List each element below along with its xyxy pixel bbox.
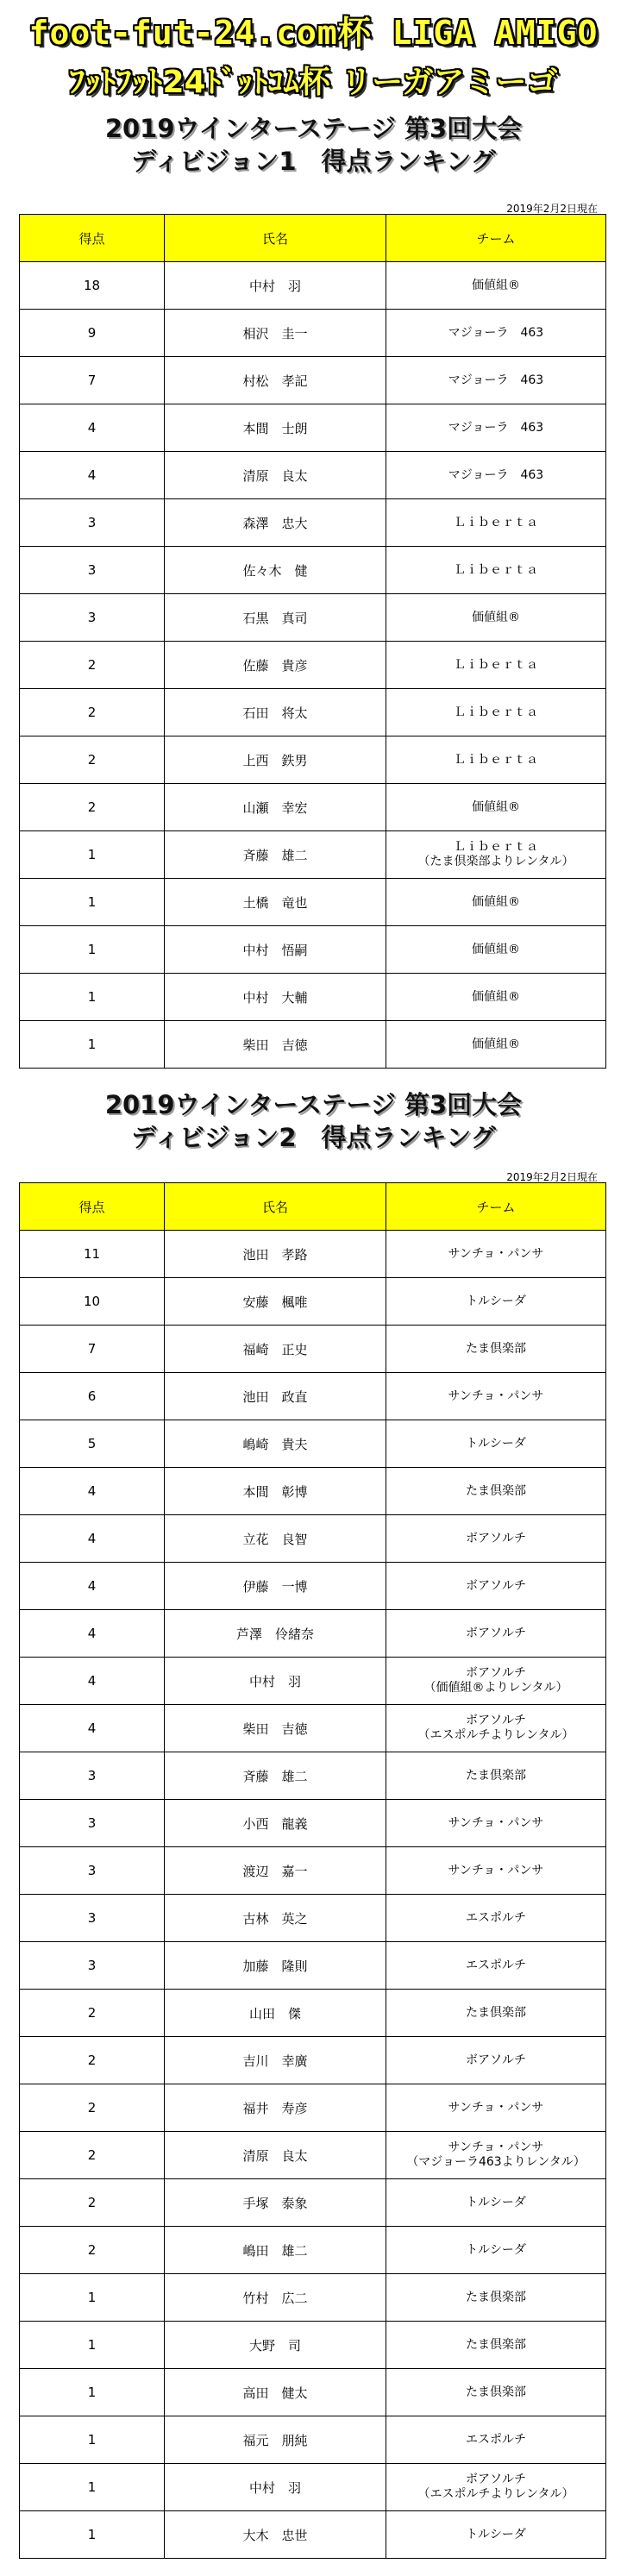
- div1-date: 2019年2月2日現在: [506, 203, 598, 215]
- team-name: マジョーラ 463: [448, 420, 544, 435]
- table-row: [20, 594, 606, 642]
- rental-note: （たま倶楽部よりレンタル）: [417, 855, 574, 868]
- table-header-row: [20, 1183, 606, 1231]
- player-name-cell: 嶋田 雄二: [165, 2227, 386, 2274]
- team-name: ボアソルチ: [466, 1714, 526, 1727]
- player-name-cell: 古林 英之: [165, 1895, 386, 1942]
- team-name: 価値組®: [472, 942, 520, 956]
- team-name: たま倶楽部: [466, 1341, 526, 1356]
- score-cell: 2: [20, 1990, 165, 2037]
- header-team: チーム: [386, 215, 606, 262]
- player-name-cell: 石田 将太: [165, 689, 386, 736]
- team-name: Ｌｉｂｅｒｔａ: [454, 752, 538, 767]
- team-cell: [386, 1420, 606, 1468]
- team-name: たま倶楽部: [466, 2005, 526, 2020]
- player-name-cell: 相沢 圭一: [165, 310, 386, 357]
- player-name-cell: 大野 司: [165, 2322, 386, 2369]
- player-name-cell: 加藤 隆則: [165, 1942, 386, 1990]
- player-name-cell: 中村 大輔: [165, 974, 386, 1021]
- team-name: たま倶楽部: [466, 2337, 526, 2352]
- score-cell: 11: [20, 1231, 165, 1278]
- team-cell: [386, 1752, 606, 1800]
- table-row: [20, 1326, 606, 1373]
- banner-title-english: foot-fut-24.com杯 LIGA AMIGO: [28, 14, 599, 52]
- score-cell: 1: [20, 2416, 165, 2464]
- score-cell: 10: [20, 1278, 165, 1326]
- team-name: Ｌｉｂｅｒｔａ: [454, 562, 538, 577]
- team-cell: [386, 2416, 606, 2464]
- rental-note: （エスポルチよりレンタル）: [417, 1728, 574, 1742]
- team-name: サンチョ・パンサ: [448, 1246, 544, 1261]
- team-name: トルシーダ: [466, 1436, 526, 1451]
- team-name: エスポルチ: [466, 1958, 526, 1972]
- score-cell: 18: [20, 262, 165, 310]
- table-row: [20, 2084, 606, 2132]
- team-cell: [386, 1658, 606, 1705]
- table-row: [20, 2274, 606, 2322]
- header-name: 氏名: [165, 1183, 386, 1231]
- score-cell: 3: [20, 1847, 165, 1895]
- table-row: [20, 547, 606, 594]
- player-name-cell: 清原 良太: [165, 2132, 386, 2179]
- player-name-cell: 安藤 楓唯: [165, 1278, 386, 1326]
- table-row: [20, 1990, 606, 2037]
- team-cell: [386, 1278, 606, 1326]
- score-cell: 4: [20, 1705, 165, 1752]
- team-name: サンチョ・パンサ: [448, 2100, 544, 2115]
- table-row: [20, 2416, 606, 2464]
- player-name-cell: 伊藤 一博: [165, 1563, 386, 1610]
- score-cell: 1: [20, 926, 165, 974]
- score-cell: 4: [20, 404, 165, 452]
- team-cell: [386, 2179, 606, 2227]
- team-cell: [386, 831, 606, 879]
- table-row: [20, 879, 606, 926]
- team-cell: [386, 2322, 606, 2369]
- score-cell: 3: [20, 547, 165, 594]
- team-name: Ｌｉｂｅｒｔａ: [454, 705, 538, 719]
- team-cell: [386, 974, 606, 1021]
- player-name-cell: 手塚 泰象: [165, 2179, 386, 2227]
- div1-ranking-table: [19, 214, 606, 1069]
- player-name-cell: 斉藤 雄二: [165, 1752, 386, 1800]
- player-name-cell: 柴田 吉徳: [165, 1705, 386, 1752]
- player-name-cell: 上西 鉄男: [165, 736, 386, 784]
- team-cell: [386, 1800, 606, 1847]
- team-name: ボアソルチ: [466, 2473, 526, 2486]
- table-row: [20, 1705, 606, 1752]
- team-cell: [386, 310, 606, 357]
- table-row: [20, 2464, 606, 2511]
- team-cell: [386, 879, 606, 926]
- team-cell: [386, 452, 606, 499]
- table-row: [20, 2132, 606, 2179]
- team-name: たま倶楽部: [466, 1768, 526, 1783]
- team-name: 価値組®: [472, 894, 520, 909]
- team-cell: [386, 1515, 606, 1563]
- team-cell: [386, 2274, 606, 2322]
- table-row: [20, 1610, 606, 1658]
- table-row: [20, 310, 606, 357]
- player-name-cell: 福元 朋純: [165, 2416, 386, 2464]
- team-cell: [386, 926, 606, 974]
- player-name-cell: 立花 良智: [165, 1515, 386, 1563]
- score-cell: 4: [20, 1658, 165, 1705]
- score-cell: 1: [20, 2369, 165, 2416]
- player-name-cell: 中村 羽: [165, 2464, 386, 2511]
- banner-title-japanese: ﾌｯﾄﾌｯﾄ24ﾄﾞｯﾄｺﾑ杯 リーガアミーゴ: [69, 65, 558, 100]
- team-cell: [386, 2037, 606, 2084]
- team-name: ボアソルチ: [466, 1666, 526, 1680]
- score-cell: 3: [20, 499, 165, 547]
- team-name: ボアソルチ: [466, 1531, 526, 1545]
- table-row: [20, 2227, 606, 2274]
- player-name-cell: 大木 忠世: [165, 2511, 386, 2559]
- table-header-row: [20, 215, 606, 262]
- team-cell: [386, 784, 606, 831]
- score-cell: 3: [20, 1942, 165, 1990]
- table-row: [20, 974, 606, 1021]
- score-cell: 2: [20, 689, 165, 736]
- player-name-cell: 福崎 正史: [165, 1326, 386, 1373]
- team-cell: [386, 2369, 606, 2416]
- score-cell: 4: [20, 1563, 165, 1610]
- score-cell: 1: [20, 831, 165, 879]
- rental-note: （価値組®よりレンタル）: [423, 1681, 568, 1695]
- score-cell: 3: [20, 1895, 165, 1942]
- div1-title-line1: 2019ウインターステージ 第3回大会: [104, 114, 523, 143]
- score-cell: 1: [20, 2511, 165, 2559]
- table-row: [20, 1373, 606, 1420]
- score-cell: 2: [20, 2227, 165, 2274]
- div1-title-line2: ディビジョン1 得点ランキング: [131, 147, 496, 176]
- score-cell: 1: [20, 2464, 165, 2511]
- team-cell: [386, 262, 606, 310]
- table-row: [20, 1021, 606, 1069]
- team-cell: [386, 689, 606, 736]
- team-cell: [386, 357, 606, 404]
- team-name: ボアソルチ: [466, 2053, 526, 2067]
- score-cell: 3: [20, 1800, 165, 1847]
- table-row: [20, 2179, 606, 2227]
- table-row: [20, 1563, 606, 1610]
- score-cell: 2: [20, 642, 165, 689]
- score-cell: 7: [20, 1326, 165, 1373]
- team-name: 価値組®: [472, 1037, 520, 1051]
- score-cell: 1: [20, 2274, 165, 2322]
- table-row: [20, 736, 606, 784]
- table-row: [20, 689, 606, 736]
- team-name: マジョーラ 463: [448, 373, 544, 387]
- team-name: エスポルチ: [466, 1910, 526, 1925]
- team-name: サンチョ・パンサ: [448, 2140, 544, 2154]
- score-cell: 6: [20, 1373, 165, 1420]
- score-cell: 1: [20, 879, 165, 926]
- player-name-cell: 中村 悟嗣: [165, 926, 386, 974]
- player-name-cell: 本間 彰博: [165, 1468, 386, 1515]
- player-name-cell: 池田 政直: [165, 1373, 386, 1420]
- table-row: [20, 2369, 606, 2416]
- score-cell: 1: [20, 1021, 165, 1069]
- table-row: [20, 926, 606, 974]
- team-cell: [386, 1942, 606, 1990]
- team-name: ボアソルチ: [466, 1578, 526, 1593]
- team-name: エスポルチ: [466, 2432, 526, 2447]
- score-cell: 2: [20, 2132, 165, 2179]
- team-cell: [386, 547, 606, 594]
- table-row: [20, 1468, 606, 1515]
- team-cell: [386, 1231, 606, 1278]
- table-row: [20, 1942, 606, 1990]
- team-name: Ｌｉｂｅｒｔａ: [454, 657, 538, 672]
- div2-ranking-table: [19, 1182, 606, 2559]
- team-cell: [386, 1468, 606, 1515]
- team-cell: [386, 2464, 606, 2511]
- player-name-cell: 小西 龍義: [165, 1800, 386, 1847]
- table-row: [20, 1420, 606, 1468]
- team-cell: [386, 2511, 606, 2559]
- team-name: マジョーラ 463: [448, 325, 544, 340]
- team-cell: [386, 642, 606, 689]
- player-name-cell: 竹村 広二: [165, 2274, 386, 2322]
- team-name: トルシーダ: [466, 2195, 526, 2209]
- table-row: [20, 2037, 606, 2084]
- player-name-cell: 柴田 吉徳: [165, 1021, 386, 1069]
- player-name-cell: 村松 孝記: [165, 357, 386, 404]
- score-cell: 9: [20, 310, 165, 357]
- player-name-cell: 中村 羽: [165, 1658, 386, 1705]
- team-cell: [386, 2227, 606, 2274]
- team-name: たま倶楽部: [466, 2290, 526, 2304]
- table-row: [20, 1895, 606, 1942]
- table-row: [20, 1658, 606, 1705]
- score-cell: 2: [20, 2084, 165, 2132]
- team-name: 価値組®: [472, 799, 520, 814]
- team-cell: [386, 1563, 606, 1610]
- team-name: 価値組®: [472, 278, 520, 292]
- score-cell: 3: [20, 594, 165, 642]
- score-cell: 3: [20, 1752, 165, 1800]
- team-name: ボアソルチ: [466, 1626, 526, 1640]
- team-name: サンチョ・パンサ: [448, 1388, 544, 1403]
- team-cell: [386, 404, 606, 452]
- table-row: [20, 784, 606, 831]
- team-name: サンチョ・パンサ: [448, 1863, 544, 1877]
- team-name: マジョーラ 463: [448, 467, 544, 482]
- team-name: Ｌｉｂｅｒｔａ: [454, 515, 538, 530]
- team-cell: [386, 1373, 606, 1420]
- player-name-cell: 石黒 真司: [165, 594, 386, 642]
- table-row: [20, 1800, 606, 1847]
- table-row: [20, 499, 606, 547]
- team-cell: [386, 1021, 606, 1069]
- team-name: 価値組®: [472, 610, 520, 624]
- table-row: [20, 357, 606, 404]
- player-name-cell: 清原 良太: [165, 452, 386, 499]
- score-cell: 4: [20, 1515, 165, 1563]
- score-cell: 7: [20, 357, 165, 404]
- div2-title-line2: ディビジョン2 得点ランキング: [131, 1123, 496, 1152]
- team-name: サンチョ・パンサ: [448, 1815, 544, 1830]
- player-name-cell: 森澤 忠大: [165, 499, 386, 547]
- header-team: チーム: [386, 1183, 606, 1231]
- player-name-cell: 山瀬 幸宏: [165, 784, 386, 831]
- table-row: [20, 1752, 606, 1800]
- table-row: [20, 262, 606, 310]
- table-row: [20, 831, 606, 879]
- team-cell: [386, 1990, 606, 2037]
- score-cell: 1: [20, 2322, 165, 2369]
- player-name-cell: 土橋 竜也: [165, 879, 386, 926]
- player-name-cell: 芦澤 伶緒奈: [165, 1610, 386, 1658]
- table-row: [20, 1278, 606, 1326]
- score-cell: 4: [20, 1468, 165, 1515]
- team-cell: [386, 1326, 606, 1373]
- team-name: トルシーダ: [466, 1294, 526, 1308]
- team-name: トルシーダ: [466, 2527, 526, 2542]
- player-name-cell: 山田 傑: [165, 1990, 386, 2037]
- table-row: [20, 1515, 606, 1563]
- team-cell: [386, 736, 606, 784]
- player-name-cell: 斉藤 雄二: [165, 831, 386, 879]
- player-name-cell: 嶋崎 貴夫: [165, 1420, 386, 1468]
- team-cell: [386, 594, 606, 642]
- score-cell: 5: [20, 1420, 165, 1468]
- team-name: Ｌｉｂｅｒｔａ: [454, 840, 538, 854]
- div2-date: 2019年2月2日現在: [506, 1171, 598, 1183]
- rental-note: （エスポルチよりレンタル）: [417, 2487, 574, 2501]
- team-name: トルシーダ: [466, 2242, 526, 2257]
- team-name: たま倶楽部: [466, 2385, 526, 2399]
- header-name: 氏名: [165, 215, 386, 262]
- player-name-cell: 吉川 幸廣: [165, 2037, 386, 2084]
- score-cell: 2: [20, 736, 165, 784]
- score-cell: 2: [20, 2179, 165, 2227]
- player-name-cell: 高田 健太: [165, 2369, 386, 2416]
- score-cell: 2: [20, 2037, 165, 2084]
- score-cell: 1: [20, 974, 165, 1021]
- score-cell: 2: [20, 784, 165, 831]
- table-row: [20, 642, 606, 689]
- score-cell: 4: [20, 1610, 165, 1658]
- score-cell: 4: [20, 452, 165, 499]
- team-name: たま倶楽部: [466, 1483, 526, 1498]
- team-cell: [386, 2084, 606, 2132]
- player-name-cell: 佐々木 健: [165, 547, 386, 594]
- table-row: [20, 2322, 606, 2369]
- team-cell: [386, 1847, 606, 1895]
- rental-note: （マジョーラ463よりレンタル）: [406, 2155, 586, 2169]
- player-name-cell: 本間 士朗: [165, 404, 386, 452]
- player-name-cell: 中村 羽: [165, 262, 386, 310]
- table-row: [20, 1231, 606, 1278]
- table-row: [20, 452, 606, 499]
- team-cell: [386, 1705, 606, 1752]
- team-cell: [386, 2132, 606, 2179]
- player-name-cell: 福井 寿彦: [165, 2084, 386, 2132]
- team-cell: [386, 1895, 606, 1942]
- team-cell: [386, 499, 606, 547]
- player-name-cell: 佐藤 貴彦: [165, 642, 386, 689]
- table-row: [20, 404, 606, 452]
- div2-title-line1: 2019ウインターステージ 第3回大会: [104, 1090, 523, 1119]
- header-score: 得点: [20, 215, 165, 262]
- player-name-cell: 池田 孝路: [165, 1231, 386, 1278]
- table-row: [20, 2511, 606, 2559]
- team-name: 価値組®: [472, 989, 520, 1004]
- player-name-cell: 渡辺 嘉一: [165, 1847, 386, 1895]
- header-score: 得点: [20, 1183, 165, 1231]
- table-row: [20, 1847, 606, 1895]
- team-cell: [386, 1610, 606, 1658]
